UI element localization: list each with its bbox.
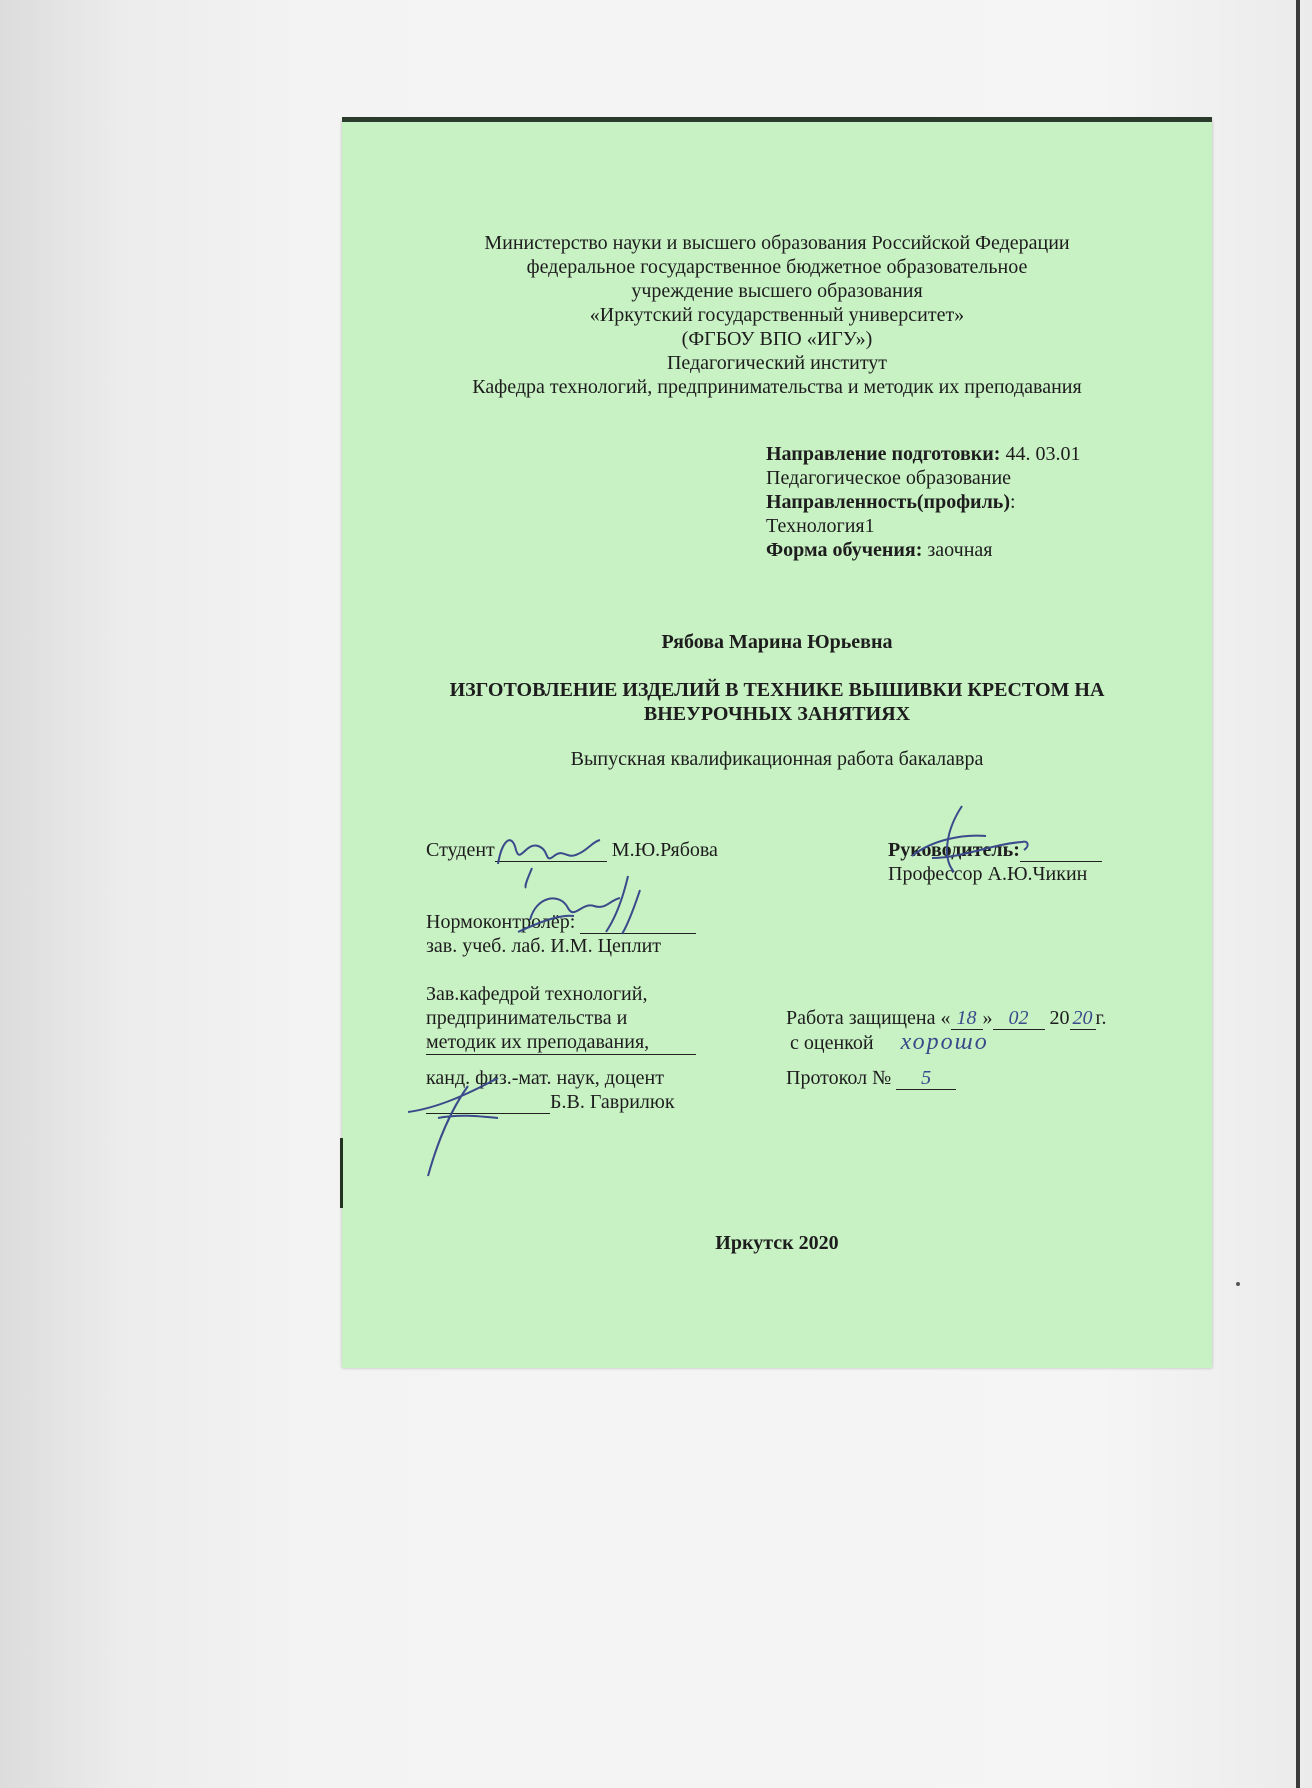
grade-line [790,1031,989,1054]
head-line1: Зав.кафедрой технологий, [426,983,648,1005]
defended-label: Работа защищена « [786,1007,951,1029]
student-label: Студент [426,839,495,861]
city-year: Иркутск 2020 [715,1232,839,1254]
direction-line [766,443,1080,465]
form-value: заочная [927,539,993,561]
protocol-label: Протокол № [786,1067,892,1089]
institution-type-line: федеральное государственное бюджетное образовательное [526,256,1028,278]
normcontrol-signature [510,872,660,952]
scan-speck [1236,1282,1240,1286]
defended-day: 18 [951,1007,983,1030]
head-signature [398,1068,538,1188]
department-name: Кафедра технологий, предпринимательства и методик их преподавания [472,376,1082,398]
normcontrol-name: зав. учеб. лаб. И.М. Цеплит [426,935,662,957]
defended-g: г. [1095,1007,1107,1029]
protocol-value: 5 [896,1067,956,1090]
head-line3: методик их преподавания, [426,1031,650,1053]
form-line [766,539,993,561]
profile-line [766,491,1016,513]
student-name: М.Ю.Рябова [611,839,718,861]
supervisor-name: Профессор А.Ю.Чикин [888,863,1088,885]
thesis-title-line2: ВНЕУРОЧНЫХ ЗАНЯТИЯХ [643,703,911,725]
supervisor-label: Руководитель: [888,839,1020,861]
direction-label: Направление подготовки: [766,443,1001,465]
defended-year-suffix: 20 [1070,1007,1096,1030]
institution-level-line: учреждение высшего образования [631,280,923,302]
institute-name: Педагогический институт [666,352,888,374]
university-name: «Иркутский государственный университет» [589,304,965,326]
form-label: Форма обучения: [766,539,923,561]
cover-spine-mark [340,1138,343,1208]
profile-value: Технология1 [766,515,875,537]
grade-label: с оценкой [790,1032,874,1054]
cover-top-edge [342,117,1212,122]
supervisor-signature [902,800,1042,880]
defended-year-prefix: 20 [1049,1007,1070,1029]
direction-name: Педагогическое образование [766,467,1012,489]
scan-edge-line [1296,0,1300,1788]
thesis-title-line1: ИЗГОТОВЛЕНИЕ ИЗДЕЛИЙ В ТЕХНИКЕ ВЫШИВКИ КРЕСТОМ НА [449,679,1105,701]
author-name: Рябова Марина Юрьевна [661,631,893,653]
defended-month: 02 [993,1007,1045,1030]
profile-label: Направленность(профиль) [766,491,1011,513]
head-line2: предпринимательства и [426,1007,628,1029]
protocol-line [786,1067,956,1090]
thesis-cover [342,120,1212,1368]
university-abbr: (ФГБОУ ВПО «ИГУ») [681,328,873,350]
grade-value: хорошо [900,1029,989,1055]
ministry-line: Министерство науки и высшего образования Российской Федерации [484,232,1070,254]
normcontrol-label: Нормоконтролёр: [426,911,576,933]
profile-colon: : [1010,491,1016,513]
defended-line [786,1007,1106,1030]
work-type: Выпускная квалификационная работа бакалавра [570,748,984,770]
head-line4: канд. физ.-мат. наук, доцент [426,1067,664,1089]
head-name: Б.В. Гаврилюк [550,1091,675,1113]
defended-quote-close: » [982,1007,993,1029]
direction-code: 44. 03.01 [1005,443,1081,465]
head-signature-rule [426,1054,696,1055]
